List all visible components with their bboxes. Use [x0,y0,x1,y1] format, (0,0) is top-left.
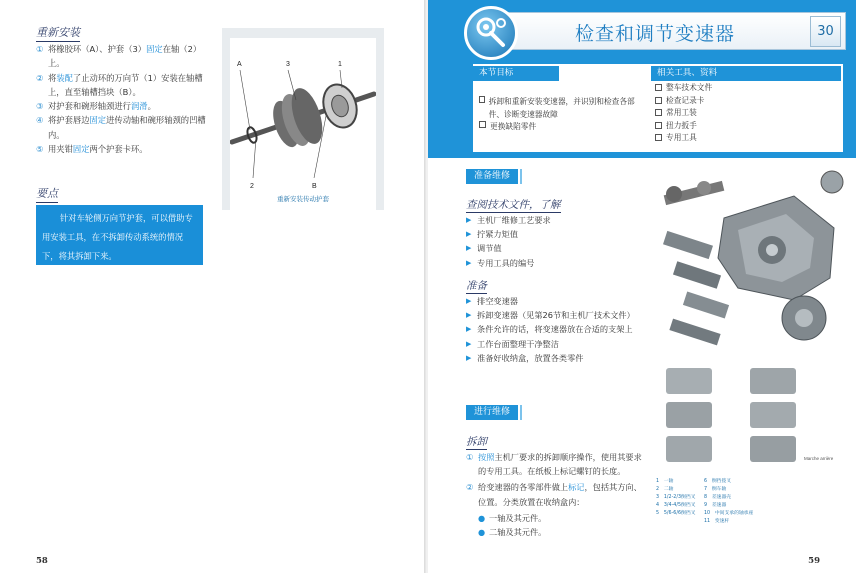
checkbox-icon [655,109,662,116]
left-page [0,0,426,573]
bullet-text: 排空变速器 [477,296,518,306]
gearbox-exploded-illustration [654,168,846,478]
dot-text: 二轴及其元件。 [489,527,547,538]
page-number-left: 58 [36,556,48,566]
bullet-item [466,337,642,351]
dot-item [466,511,642,525]
bullet-item [466,256,642,270]
chapter-header-panel [428,0,856,158]
highlighted-term: 固定 [72,144,90,155]
reverse-label: Marche arrière [804,456,834,461]
legend-entry: 6 倒挡拨叉 [704,479,732,484]
step-text-part: ，包括其方向、位置。分类放置在收纳盒内： [478,482,642,507]
step-item [36,142,214,156]
bullet-item [466,322,642,336]
figure-caption: 重新安装传动护套 [277,195,329,203]
legend-entry: 5 5/6-6/6倒挡叉 [656,511,696,516]
tool-item [655,95,835,108]
objectives-list [479,96,645,134]
bullet-text: 条件允许的话，将变速器放在合适的支架上 [477,324,633,335]
dot-bullet-icon: ● [478,527,486,538]
step-text-part: 给变速器的各零部件做上 [478,482,569,493]
triangle-bullet-icon: ▶ [466,311,472,320]
step-text-part: 用夹钳 [48,144,73,155]
tool-text: 检查记录卡 [666,95,705,105]
tip-box [36,205,203,265]
legend-entry: 9 差速器 [704,503,727,508]
prep-tag: 准备维修 [466,169,518,184]
page-number-right: 59 [808,556,820,566]
checkbox-icon [655,84,662,91]
bullet-item [466,294,642,308]
chapter-number: 30 [810,16,841,47]
triangle-bullet-icon: ▶ [466,339,472,348]
key-points-title: 要点 [36,185,58,203]
tool-item [655,120,835,133]
bullet-text: 专用工具的编号 [477,257,535,268]
top-shaft-parts [664,171,843,205]
legend-entry: 8 差速器壳 [704,495,732,500]
step-text [478,480,642,508]
dot-item [466,525,642,539]
step-text [48,113,214,142]
step-number: ① [36,44,44,54]
tool-text: 扭力扳手 [666,120,697,130]
objective-text: 更换缺陷零件 [490,122,537,131]
triangle-bullet-icon: ▶ [466,244,472,253]
step-number: ⑤ [36,144,44,155]
leader-2 [253,138,256,178]
gear-shift-glyph [467,9,515,57]
tip-text: 针对车轮侧万向节护套，可以借助专用安装工具，在不拆卸传动系统的情况下，将其拆卸下来。 [42,213,193,261]
highlighted-term: 标记 [568,482,585,493]
bullet-item [466,308,642,322]
tool-text: 专用工具 [666,133,697,142]
tool-item [655,82,835,95]
prepare-title: 准备 [466,280,487,292]
disassembly-title: 拆卸 [466,436,487,448]
highlighted-term: 润滑 [130,101,148,112]
highlighted-term: 装配 [56,72,73,83]
legend-col-2 [704,478,776,526]
legend-col-1 [656,478,702,518]
disassembly-steps [466,450,642,539]
checkbox-icon [655,97,662,104]
triangle-bullet-icon: ▶ [466,216,472,224]
checkbox-icon [479,121,486,128]
disassembly-step [466,450,642,478]
bullet-text: 拧紧力矩值 [477,229,518,240]
step-text-part: 。 [147,101,156,112]
bullet-text: 调节值 [477,243,502,254]
step-text-part: 了止动环的万向节（1）安装在轴槽上，直至轴槽挡块（B）。 [48,72,203,97]
disassembly-step [466,480,642,508]
objective-item [479,121,645,134]
bullet-text: 拆卸变速器（见第26节和主机厂技术文件） [477,310,635,321]
step-text-part: 两个护套卡环。 [89,144,148,155]
step-number: ① [466,452,474,462]
legend-entry: 1 一轴 [656,479,674,484]
objectives-box [473,64,843,152]
step-text [48,71,214,100]
step-item [36,113,214,142]
objective-item [479,96,645,121]
triangle-bullet-icon: ▶ [466,325,472,334]
step-text [48,142,148,156]
bullet-text: 主机厂维修工艺要求 [477,215,551,225]
shift-fork-set [666,368,796,462]
step-text-part: 进传动轴和碗形轴颈的凹槽内。 [48,115,206,140]
gearbox-housing [718,196,834,300]
step-text [48,99,156,113]
step-text-part: 在轴（2）上。 [48,44,202,69]
chapter-title: 检查和调节变速器 [574,23,735,45]
checkbox-icon [479,96,485,103]
triangle-bullet-icon: ▶ [466,230,472,239]
step-number: ② [36,72,44,83]
dot-text: 一轴及其元件。 [489,512,547,523]
bullet-text: 工作台面整理干净整洁 [477,338,559,349]
reinstall-title: 重新安装 [36,24,80,42]
tool-item [655,107,835,120]
step-text-part: 对护套和碗形轴颈进行 [48,101,131,112]
triangle-bullet-icon: ▶ [466,297,472,305]
objective-text: 拆卸和重新安装变速器，并识别和检查各部件、诊断变速器故障 [488,97,635,119]
reinstall-steps [36,42,214,156]
checkbox-icon [655,122,662,129]
gear-shift-icon [464,6,518,60]
tool-item [655,132,835,145]
chapter-title-bar [494,12,846,50]
fig-label-a: A [237,61,242,68]
step-text [48,42,214,71]
proceed-tag: 进行维修 [466,405,518,420]
legend-entry: 10 中间支承的轴承座 [704,511,754,516]
step-text [478,450,642,478]
right-page [428,0,856,573]
bullet-item [466,241,642,255]
tools-list [655,82,835,145]
fig-label-2: 2 [250,183,254,190]
highlighted-term: 固定 [89,115,107,126]
tool-text: 常用工装 [666,108,697,117]
consult-list [466,213,642,270]
driveshaft-figure-frame [222,28,384,210]
step-number: ④ [36,115,44,126]
tool-text: 整车技术文件 [666,83,713,92]
step-text-part: 将护套唇边 [48,115,90,126]
fig-label-3: 3 [286,61,290,68]
driveshaft-figure [230,38,376,216]
bullet-text: 准备好收纳盒，放置各类零件 [477,352,584,363]
highlighted-term: 固定 [146,44,163,54]
triangle-bullet-icon: ▶ [466,353,472,362]
step-text-part: 将橡胶环（A）、护套（3） [48,44,147,54]
step-text-part: 将 [48,72,57,83]
objectives-header: 本节目标 [473,66,559,81]
legend-entry: 7 倒车轴 [704,487,727,492]
legend-entry: 11 变速杆 [704,519,730,524]
legend-entry: 2 二轴 [656,487,674,492]
driveshaft-illustration [230,38,376,198]
leader-a [240,70,250,130]
bullet-item [466,351,642,365]
step-number: ② [466,482,474,493]
step-item [36,71,214,100]
tools-header: 相关工具、资料 [651,66,841,81]
dot-bullet-icon: ● [478,512,486,523]
legend-entry: 4 3/4-4/5倒挡叉 [656,503,696,508]
step-item [36,42,214,71]
highlighted-term: 按照 [478,452,495,462]
step-text-part: 主机厂要求的拆卸顺序操作，使用其要求的专用工具。在纸板上标记螺钉的长度。 [478,452,642,477]
triangle-bullet-icon: ▶ [466,258,472,267]
step-item [36,99,214,113]
consult-title: 查阅技术文件，了解 [466,199,561,211]
fig-label-1: 1 [338,61,342,68]
step-number: ③ [36,101,44,112]
fig-label-b: B [312,183,317,190]
bullet-item [466,227,642,241]
prepare-list [466,294,642,365]
checkbox-icon [655,134,662,141]
bullet-item [466,213,642,227]
legend-entry: 3 1/2-2/3倒挡叉 [656,495,696,500]
